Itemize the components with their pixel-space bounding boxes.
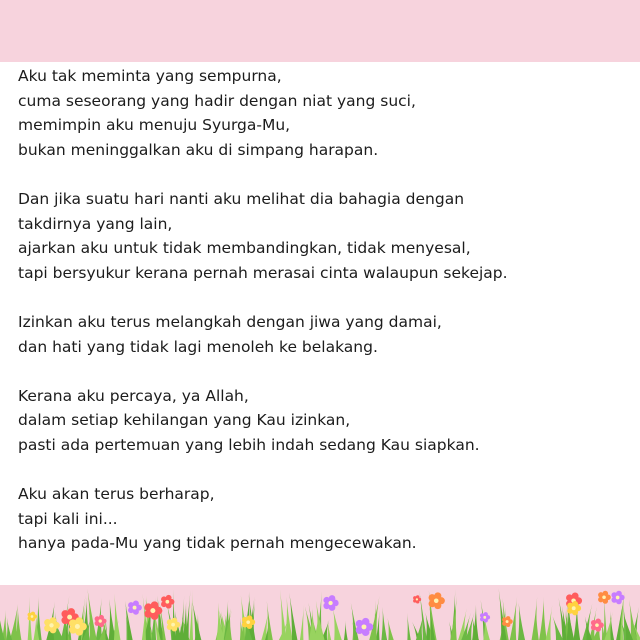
grass-blade (473, 604, 479, 640)
poem-line: Aku akan terus berharap, (18, 485, 215, 504)
grass-blade (114, 593, 121, 640)
grass-blade (300, 604, 304, 640)
poem-line: dalam setiap kehilangan yang Kau izinkan, (18, 411, 351, 430)
flower (161, 595, 174, 609)
poem-line: pasti ada pertemuan yang lebih indah sedang Kau siapkan. (18, 435, 480, 454)
poem-line: tapi kali ini... (18, 509, 118, 528)
poem-line: ajarkan aku untuk tidak membandingkan, tidak menyesal, (18, 239, 471, 258)
flower (128, 601, 142, 615)
poem-line: Izinkan aku terus melangkah dengan jiwa yang damai, (18, 312, 442, 331)
poem-line: tapi bersyukur kerana pernah merasai cinta walaupun sekejap. (18, 263, 508, 282)
poem-line: cuma seseorang yang hadir dengan niat yang suci, (18, 91, 416, 110)
flower (611, 591, 624, 605)
flower (591, 619, 604, 632)
grass-blade (192, 601, 201, 640)
stanza-1 (18, 64, 630, 162)
grass-blade (344, 620, 348, 640)
grass-blade (333, 608, 342, 640)
poem-line: hanya pada-Mu yang tidak pernah mengecewakan. (18, 534, 417, 553)
poem-line: Dan jika suatu hari nanti aku melihat dia bahagia dengan (18, 189, 465, 208)
poem-line: Kerana aku percaya, ya Allah, (18, 386, 249, 405)
flower (413, 595, 421, 603)
flower (356, 618, 374, 636)
grass-blade (532, 597, 538, 640)
stanza-4 (18, 384, 630, 458)
grass-blade (381, 607, 387, 640)
poem-text (18, 64, 630, 580)
bottom-pink-band (0, 585, 640, 640)
grass-blade (388, 618, 394, 640)
grass-blade (189, 590, 193, 640)
grass-blade (546, 605, 553, 640)
poem-line: bukan meninggalkan aku di simpang harapan. (18, 140, 379, 159)
grass-blade (16, 605, 22, 640)
flower (429, 592, 445, 609)
flower (598, 591, 611, 604)
flower (323, 595, 338, 611)
flower (28, 612, 38, 622)
stanza-3 (18, 310, 630, 359)
top-pink-band (0, 0, 640, 62)
flower (480, 612, 490, 622)
flower (502, 616, 513, 627)
stanza-2 (18, 187, 630, 285)
grass-blade (539, 596, 547, 640)
grass-blade (510, 596, 517, 640)
grass-and-flowers-icon (0, 585, 640, 640)
stanza-5 (18, 482, 630, 556)
grass-blade (327, 621, 331, 640)
poem-line: Aku tak meminta yang sempurna, (18, 67, 282, 85)
poem-line: memimpin aku menuju Syurga-Mu, (18, 116, 291, 135)
poem-line: dan hati yang tidak lagi menoleh ke belakang. (18, 337, 378, 356)
grass-blade (518, 603, 525, 640)
grass-blade (407, 613, 411, 640)
grass-blade (172, 589, 176, 640)
poem-line: takdirnya yang lain, (18, 214, 173, 233)
